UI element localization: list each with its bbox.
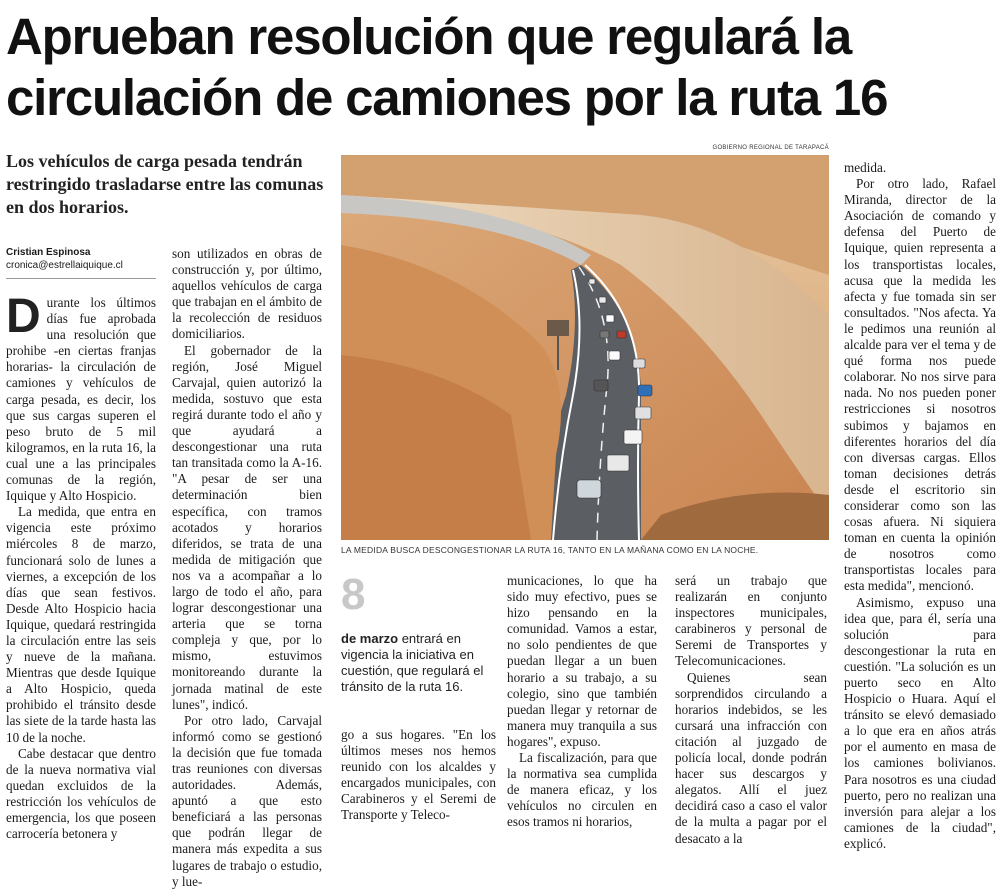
paragraph: Asimismo, expuso una idea que, para él, sería una solución para descongestionar la ruta en cuestión. "La solución es un puerto seco en Alto Hospicio o Huara. Aquí el tránsito se elevó demasiado a lo que era en años atrás por el aumento en masa de los camiones bolivianos. Para nosotros es una ciudad puerto, pero no realizan una inversión para alejar a los camiones de la ciudad", explicó.	[844, 594, 996, 851]
article-column-4	[507, 573, 657, 830]
pull-quote-number: 8	[341, 570, 366, 619]
paragraph: Por otro lado, Rafael Miranda, director de la Asociación de comando y defensa del Puerto de Iquique, quien representa a los transportistas locales, acusa que la medida les afecta y fue tomada sin ser consultados. "Nos afecta. Ya le pedimos una reunión al alcalde para ver el tema y de qué forma nos puede colaborar. No nos sirve para nada. No nos pueden poner restricciones si nosotros subimos y bajamos en diferentes horarios del día con diversas cargas. Ellos toman decisiones detrás desde el escritorio sin considerar como son las cosas afuera. Ni siquiera toman en cuenta la opinión de nosotros como transportistas locales para esta medida", mencionó.	[844, 176, 996, 594]
article-column-5	[675, 573, 827, 846]
paragraph: medida.	[844, 160, 887, 175]
article-column-1	[6, 290, 156, 842]
headline: Aprueban resolución que regulará la circulación de camiones por la ruta 16	[6, 8, 888, 126]
paragraph: go a sus hogares. "En los últimos meses nos hemos reunido con los alcaldes y encargados municipales, con Carabineros y el Seremi de Transporte y Teleco-	[341, 727, 496, 823]
paragraph: municaciones, lo que ha sido muy efectivo, pues se hizo pensando en la comunidad. Vamos a estar, no solo pendientes de que puedan llegar a un buen horario a su trabajo, a su colegio, sino que también puedan llegar y retornar de manera muy tranquila a sus hogares", expuso.	[507, 573, 657, 749]
photo-credit: GOBIERNO REGIONAL DE TARAPACÁ	[712, 145, 829, 151]
road-photo	[341, 155, 829, 540]
subheadline: Los vehículos de carga pesada tendrán restringido trasladarse entre las comunas en dos horarios.	[6, 151, 324, 217]
drop-cap: D	[6, 290, 41, 343]
paragraph: Quienes sean sorprendidos circulando a horarios indebidos, se les cursará una infracción con citación al juzgado de policía local, donde podrán hacer sus descargos y alegatos. Allí el juez decidirá caso a caso el valor de la multa a pagar por el desacato a la	[675, 669, 827, 846]
paragraph: La medida, que entra en vigencia este próximo miércoles 8 de marzo, funcionará solo de lunes a viernes, a excepción de los días que sean festivos. Desde Alto Hospicio hacia Iquique, quedará restringida la circulación entre las seis y nueve de la mañana. Mientras que desde Iquique a Alto Hospicio, queda prohibido el tránsito desde las siete de la tarde hasta las 10 de la noche.	[6, 504, 156, 745]
highway-illustration	[341, 155, 829, 540]
paragraph: Cabe destacar que dentro de la nueva normativa vial quedan excluidos de la restricción los vehículos de emergencia, los que poseen carrocería betonera y	[6, 745, 156, 842]
paragraph: será un trabajo que realizarán en conjunto inspectores municipales, carabineros y personal de Seremi de Transportes y Telecomunicaciones.	[675, 573, 827, 669]
paragraph: son utilizados en obras de construcción y, por último, aquellos vehículos de carga que trabajan en el ámbito de la recolección de residuos domiciliarios.	[172, 246, 322, 342]
author-email[interactable]: cronica@estrellaiquique.cl	[6, 260, 123, 271]
paragraph: Durante los últimos días fue aprobada una resolución que prohibe -en ciertas franjas horarias- la circulación de camiones y vehículos de carga pesada, es decir, los que sus cargas superen el peso bruto de 5 mil kilogramos, en la ruta 16, la cual une a las principales comunas de la región, Iquique y Alto Hospicio.	[6, 290, 156, 504]
paragraph: Por otro lado, Carvajal informó como se gestionó la decisión que fue tomada tras reuniones con diversas autoridades. Además, apuntó a que esto beneficiará a las personas que podrán llegar de manera más expedita a sus lugares de trabajo o estudio, y lue-	[172, 712, 322, 889]
article-column-2	[172, 246, 322, 889]
pull-quote	[341, 570, 496, 695]
photo-caption: LA MEDIDA BUSCA DESCONGESTIONAR LA RUTA 16, TANTO EN LA MAÑANA COMO EN LA NOCHE.	[341, 545, 759, 555]
byline	[6, 246, 156, 279]
article-column-6	[844, 160, 996, 851]
paragraph: El gobernador de la región, José Miguel Carvajal, quien autorizó la medida, sostuvo que esta regirá durante todo el año y que ayudará a descongestionar una ruta tan transitada como la A-16. "A pesar de ser una determinación bien específica, con tramos acotados y horarios diferidos, se trata de una medida de mitigación que nos va a acompañar a lo largo de todo el año, para lograr descongestionar una arteria que se torna compleja y que, por lo mismo, estuvimos monitoreando durante la jornada matinal de este lunes", indicó.	[172, 342, 322, 712]
pull-quote-text: de marzo entrará en vigencia la iniciativa en cuestión, que regulará el tránsito de la ruta 16.	[341, 631, 484, 694]
article-column-3	[341, 727, 496, 825]
author-name: Cristian Espinosa	[6, 247, 91, 258]
paragraph: La fiscalización, para que la normativa sea cumplida de manera eficaz, y los vehículos no circulen en esos tramos ni horarios,	[507, 750, 657, 830]
